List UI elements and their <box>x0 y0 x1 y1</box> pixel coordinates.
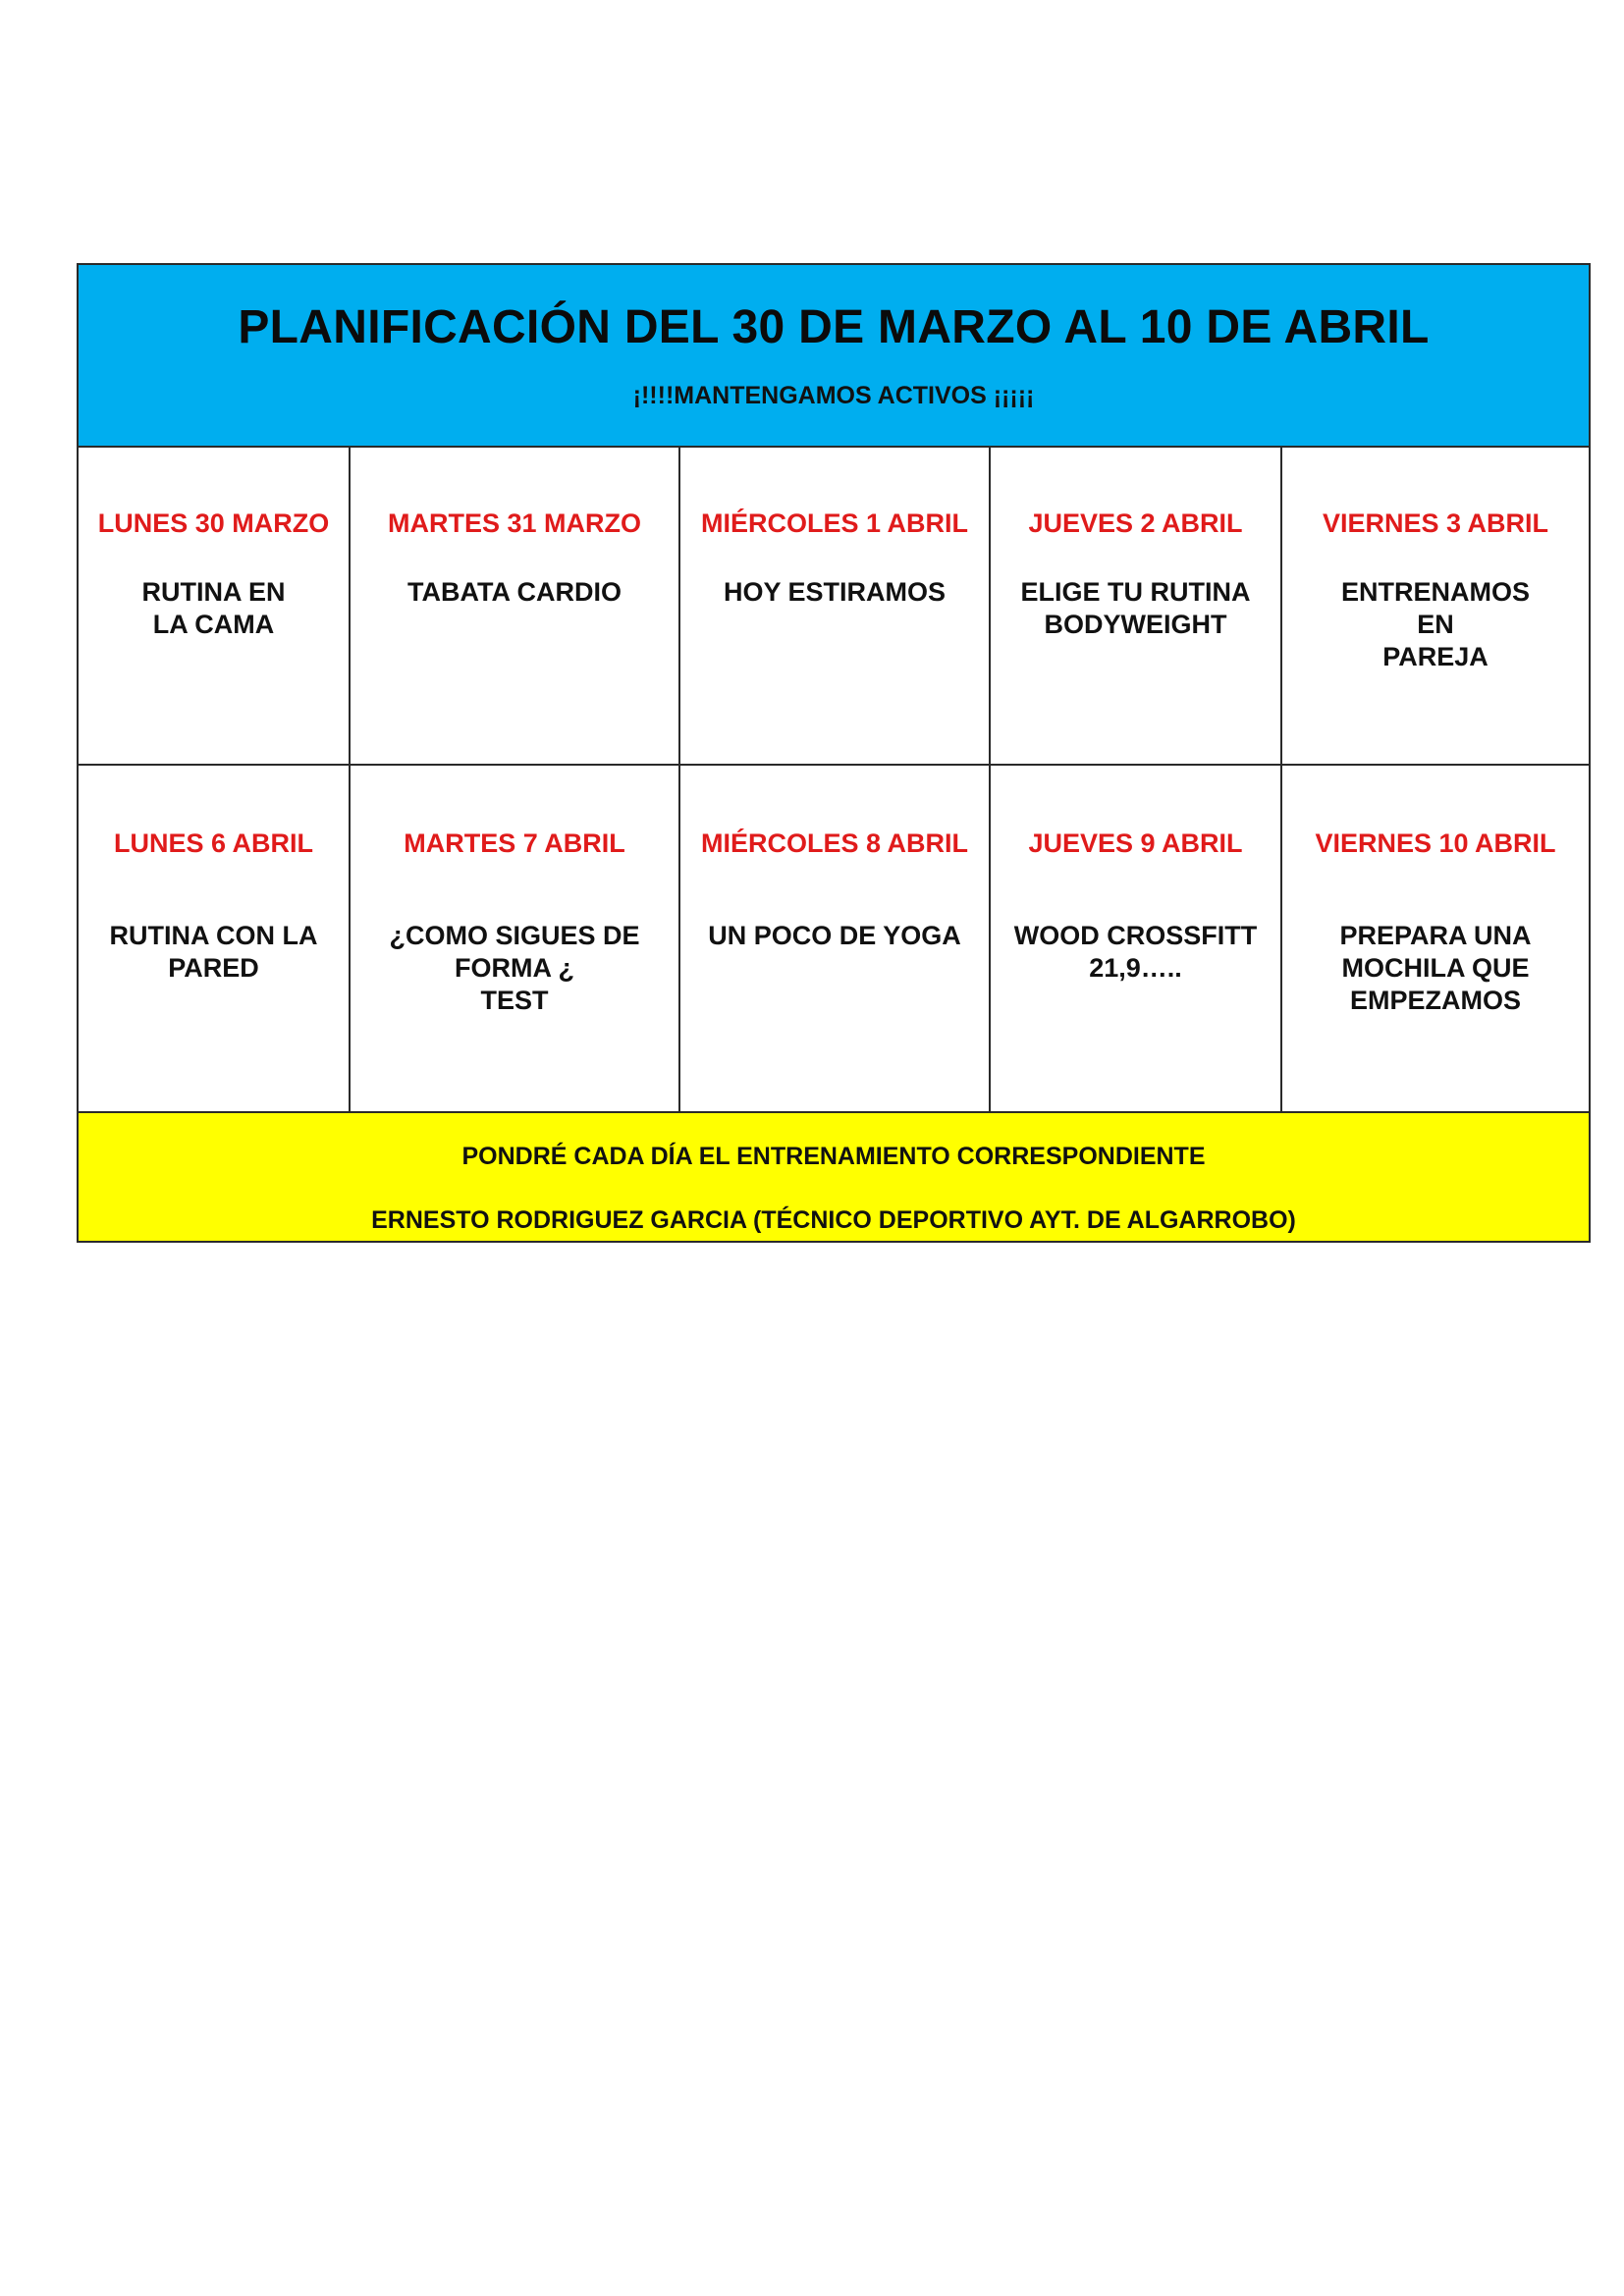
table-footer <box>79 1113 1589 1241</box>
week-2-row <box>79 766 1589 1113</box>
day-label: MIÉRCOLES 8 ABRIL <box>700 828 969 858</box>
day-label: VIERNES 3 ABRIL <box>1322 508 1549 538</box>
day-label: JUEVES 2 ABRIL <box>1028 508 1243 538</box>
day-label: MARTES 7 ABRIL <box>404 828 625 858</box>
day-cell <box>79 448 351 764</box>
day-cell <box>991 766 1282 1111</box>
day-label: LUNES 30 MARZO <box>97 508 330 538</box>
day-label: JUEVES 9 ABRIL <box>1028 828 1243 858</box>
day-label: MIÉRCOLES 1 ABRIL <box>700 508 969 538</box>
activity-label: HOY ESTIRAMOS <box>723 577 947 607</box>
day-label: MARTES 31 MARZO <box>387 508 642 538</box>
day-cell <box>680 448 991 764</box>
day-cell <box>1282 448 1589 764</box>
footer-note: PONDRÉ CADA DÍA EL ENTRENAMIENTO CORRESPONDIENTE <box>461 1143 1206 1170</box>
planning-table <box>77 263 1591 1243</box>
page-subtitle: ¡!!!!MANTENGAMOS ACTIVOS ¡¡¡¡¡ <box>632 382 1035 409</box>
activity-label: RUTINA CON LA PARED <box>109 921 318 983</box>
day-label: LUNES 6 ABRIL <box>113 828 313 858</box>
activity-label: ENTRENAMOS EN PAREJA <box>1340 577 1530 671</box>
table-header <box>79 265 1589 448</box>
week-1-row <box>79 448 1589 766</box>
day-cell <box>79 766 351 1111</box>
activity-label: ¿COMO SIGUES DE FORMA ¿ TEST <box>389 921 640 1015</box>
day-cell <box>680 766 991 1111</box>
day-label: VIERNES 10 ABRIL <box>1315 828 1556 858</box>
activity-label: PREPARA UNA MOCHILA QUE EMPEZAMOS <box>1339 921 1532 1015</box>
day-cell <box>1282 766 1589 1111</box>
activity-label: WOOD CROSSFITT 21,9….. <box>1013 921 1258 983</box>
day-cell <box>351 766 680 1111</box>
activity-label: ELIGE TU RUTINA BODYWEIGHT <box>1020 577 1251 639</box>
day-cell <box>991 448 1282 764</box>
activity-label: RUTINA EN LA CAMA <box>141 577 286 639</box>
activity-label: TABATA CARDIO <box>407 577 622 607</box>
activity-label: UN POCO DE YOGA <box>708 921 961 950</box>
day-cell <box>351 448 680 764</box>
page-title: PLANIFICACIÓN DEL 30 DE MARZO AL 10 DE ABRIL <box>238 301 1430 353</box>
footer-author: ERNESTO RODRIGUEZ GARCIA (TÉCNICO DEPORTIVO AYT. DE ALGARROBO) <box>371 1206 1296 1234</box>
